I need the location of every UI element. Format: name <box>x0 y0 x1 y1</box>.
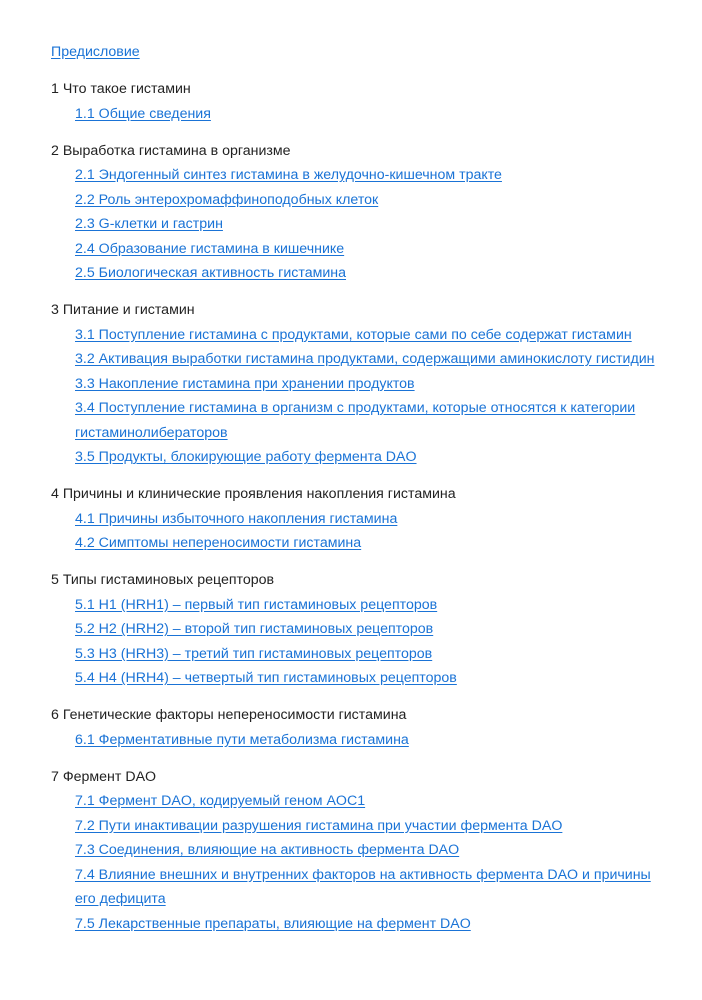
toc-link-3-4[interactable]: 3.4 Поступление гистамина в организм с продуктами, которые относятся к категории гистаминолибераторов <box>75 400 636 441</box>
toc-link-1-1[interactable]: 1.1 Общие сведения <box>75 105 211 122</box>
subsection-list <box>51 507 655 556</box>
section-title: 7 Фермент DAO <box>51 768 157 785</box>
subsection-list <box>51 593 655 691</box>
toc-link-4-1[interactable]: 4.1 Причины избыточного накопления гистамина <box>75 510 398 527</box>
list-item <box>75 507 655 532</box>
section-title: 5 Типы гистаминовых рецепторов <box>51 572 275 588</box>
list-item <box>75 531 655 556</box>
toc-link-7-5[interactable]: 7.5 Лекарственные препараты, влияющие на фермент DAO <box>75 915 471 932</box>
toc-link-7-4[interactable]: 7.4 Влияние внешних и внутренних факторов на активность фермента DAO и причины его дефицита <box>75 866 651 907</box>
section-title: 1 Что такое гистамин <box>51 81 191 97</box>
toc-link-4-2[interactable]: 4.2 Симптомы непереносимости гистамина <box>75 535 362 551</box>
list-item <box>75 323 655 348</box>
section-6 <box>51 703 702 752</box>
toc-link-3-2[interactable]: 3.2 Активация выработки гистамина продуктами, содержащими аминокислоту гистидин <box>75 351 655 367</box>
toc-link-2-3[interactable]: 2.3 G-клетки и гастрин <box>75 216 223 232</box>
toc-link-2-5[interactable]: 2.5 Биологическая активность гистамина <box>75 265 347 281</box>
toc-link-7-1[interactable]: 7.1 Фермент DAO, кодируемый геном AOC1 <box>75 793 366 809</box>
toc-link-2-4[interactable]: 2.4 Образование гистамина в кишечнике <box>75 240 345 257</box>
list-item <box>75 593 655 618</box>
list-item <box>75 347 655 372</box>
list-item <box>75 814 655 839</box>
list-item <box>75 617 655 642</box>
list-item <box>75 912 655 937</box>
section-5 <box>51 568 702 691</box>
section-3 <box>51 298 702 470</box>
toc-link-3-5[interactable]: 3.5 Продукты, блокирующие работу фермента DAO <box>75 449 417 465</box>
toc-link-5-1[interactable]: 5.1 H1 (HRH1) – первый тип гистаминовых рецепторов <box>75 596 438 613</box>
list-item <box>75 789 655 814</box>
subsection-list <box>51 102 655 127</box>
list-item <box>75 102 655 127</box>
section-title: 3 Питание и гистамин <box>51 302 195 318</box>
toc-link-2-2[interactable]: 2.2 Роль энтерохромаффиноподобных клеток <box>75 191 379 208</box>
list-item <box>75 237 655 262</box>
subsection-list <box>51 728 655 753</box>
preface-link[interactable]: Предисловие <box>51 44 140 60</box>
list-item <box>75 372 655 397</box>
section-title: 4 Причины и клинические проявления накопления гистамина <box>51 486 456 502</box>
toc-link-5-2[interactable]: 5.2 H2 (HRH2) – второй тип гистаминовых рецепторов <box>75 621 434 637</box>
toc-link-3-1[interactable]: 3.1 Поступление гистамина с продуктами, которые сами по себе содержат гистамин <box>75 326 632 343</box>
list-item <box>75 163 655 188</box>
list-item <box>75 642 655 667</box>
list-item <box>75 212 655 237</box>
toc-link-3-3[interactable]: 3.3 Накопление гистамина при хранении продуктов <box>75 375 415 392</box>
toc-link-5-4[interactable]: 5.4 H4 (HRH4) – четвертый тип гистаминовых рецепторов <box>75 670 457 686</box>
subsection-list <box>51 323 655 470</box>
subsection-list <box>51 163 655 286</box>
toc-link-7-2[interactable]: 7.2 Пути инактивации разрушения гистамина при участии фермента DAO <box>75 817 563 834</box>
section-title: 2 Выработка гистамина в организме <box>51 142 291 159</box>
list-item <box>75 188 655 213</box>
toc-link-6-1[interactable]: 6.1 Ферментативные пути метаболизма гистамина <box>75 731 409 748</box>
toc-link-5-3[interactable]: 5.3 H3 (HRH3) – третий тип гистаминовых рецепторов <box>75 645 433 662</box>
list-item <box>75 261 655 286</box>
list-item <box>75 396 655 445</box>
section-7 <box>51 765 702 937</box>
toc-link-2-1[interactable]: 2.1 Эндогенный синтез гистамина в желудочно-кишечном тракте <box>75 167 502 183</box>
section-4 <box>51 482 702 556</box>
toc-link-7-3[interactable]: 7.3 Соединения, влияющие на активность фермента DAO <box>75 842 460 858</box>
section-1 <box>51 77 702 126</box>
list-item <box>75 666 655 691</box>
section-2 <box>51 139 702 286</box>
list-item <box>75 445 655 470</box>
subsection-list <box>51 789 655 936</box>
list-item <box>75 838 655 863</box>
list-item <box>75 728 655 753</box>
list-item <box>75 863 655 912</box>
section-title: 6 Генетические факторы непереносимости гистамина <box>51 707 407 723</box>
